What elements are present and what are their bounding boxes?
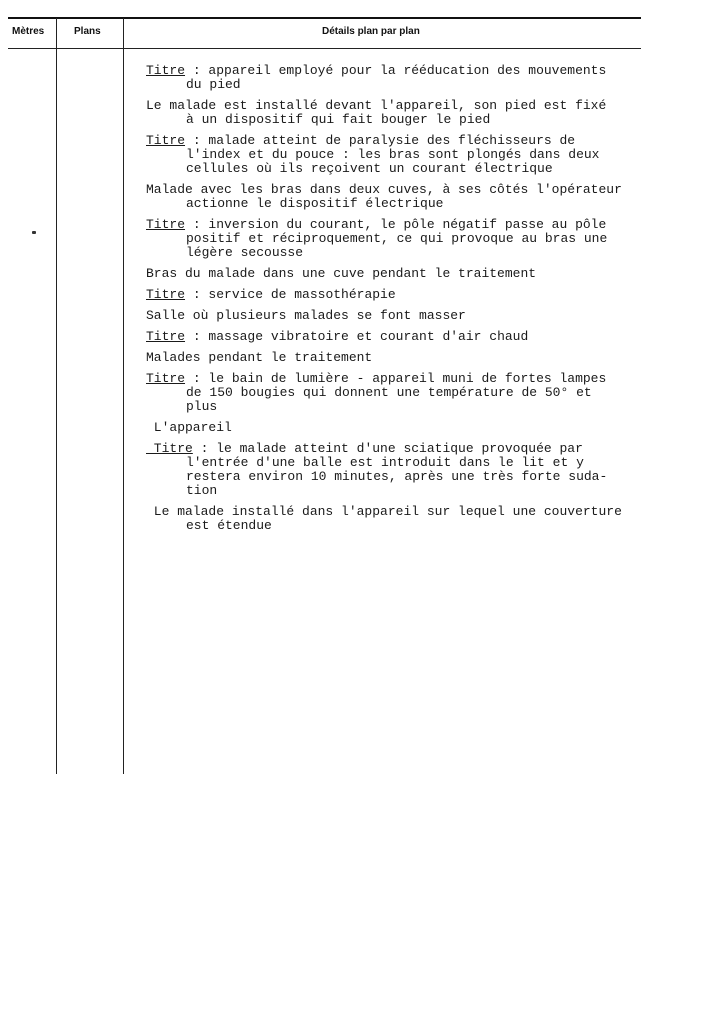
column-divider-1 bbox=[56, 18, 57, 774]
entry-line bbox=[146, 99, 666, 113]
entry-text: tion bbox=[186, 483, 218, 498]
entry-text: du pied bbox=[186, 77, 241, 92]
entry-line bbox=[146, 372, 666, 386]
description-entry bbox=[146, 421, 666, 435]
column-divider-2 bbox=[123, 18, 124, 774]
titre-label: Titre bbox=[146, 217, 186, 232]
entry-text: Malades pendant le traitement bbox=[146, 350, 373, 365]
description-entry bbox=[146, 505, 666, 533]
entry-line bbox=[146, 148, 666, 162]
entry-text: Salle où plusieurs malades se font masser bbox=[146, 308, 466, 323]
description-entry bbox=[146, 309, 666, 323]
entry-text: est étendue bbox=[186, 518, 272, 533]
ink-speck bbox=[32, 231, 36, 234]
title-entry bbox=[146, 288, 666, 302]
entry-text: : appareil employé pour la rééducation des mouvements bbox=[185, 63, 607, 78]
entry-text: positif et réciproquement, ce qui provoque au bras une bbox=[186, 231, 608, 246]
entry-line bbox=[146, 162, 666, 176]
entry-line bbox=[146, 113, 666, 127]
entry-line bbox=[146, 246, 666, 260]
title-entry bbox=[146, 330, 666, 344]
entry-line bbox=[146, 232, 666, 246]
titre-label: Titre bbox=[146, 133, 186, 148]
entry-line bbox=[146, 400, 666, 414]
entry-line bbox=[146, 421, 666, 435]
entry-line bbox=[146, 351, 666, 365]
entry-text: : malade atteint de paralysie des fléchisseurs de bbox=[185, 133, 576, 148]
entry-line bbox=[146, 309, 666, 323]
entry-text: : service de massothérapie bbox=[185, 287, 396, 302]
title-entry bbox=[146, 372, 666, 414]
entry-text: : le bain de lumière - appareil muni de fortes lampes bbox=[185, 371, 607, 386]
entry-line bbox=[146, 197, 666, 211]
header-plans: Plans bbox=[74, 26, 101, 37]
description-entry bbox=[146, 99, 666, 127]
title-entry bbox=[146, 442, 666, 498]
titre-label: Titre bbox=[146, 287, 186, 302]
header-metres: Mètres bbox=[12, 26, 45, 37]
entry-text: Bras du malade dans une cuve pendant le traitement bbox=[146, 266, 537, 281]
title-entry bbox=[146, 64, 666, 92]
header-details: Détails plan par plan bbox=[322, 26, 420, 37]
entry-line bbox=[146, 330, 666, 344]
entry-text: : massage vibratoire et courant d'air chaud bbox=[185, 329, 529, 344]
entry-text: l'entrée d'une balle est introduit dans le lit et y bbox=[186, 455, 584, 470]
titre-label: Titre bbox=[146, 441, 193, 456]
entry-line bbox=[146, 484, 666, 498]
entry-text: Malade avec les bras dans deux cuves, à ses côtés l'opérateur bbox=[146, 182, 622, 197]
entry-text: restera environ 10 minutes, après une très forte suda- bbox=[186, 469, 608, 484]
description-entry bbox=[146, 267, 666, 281]
titre-label: Titre bbox=[146, 329, 186, 344]
entry-line bbox=[146, 267, 666, 281]
entry-line bbox=[146, 519, 666, 533]
title-entry bbox=[146, 134, 666, 176]
entry-line bbox=[146, 288, 666, 302]
shot-details-list bbox=[146, 64, 666, 540]
entry-line bbox=[146, 470, 666, 484]
entry-line bbox=[146, 456, 666, 470]
entry-text: cellules où ils reçoivent un courant électrique bbox=[186, 161, 553, 176]
entry-line bbox=[146, 442, 666, 456]
entry-text: plus bbox=[186, 399, 218, 414]
entry-text: Le malade est installé devant l'appareil, son pied est fixé bbox=[146, 98, 607, 113]
entry-text: Le malade installé dans l'appareil sur lequel une couverture bbox=[146, 504, 622, 519]
entry-text: à un dispositif qui fait bouger le pied bbox=[186, 112, 491, 127]
entry-text: légère secousse bbox=[186, 245, 304, 260]
entry-line bbox=[146, 505, 666, 519]
description-entry bbox=[146, 183, 666, 211]
entry-line bbox=[146, 134, 666, 148]
entry-text: : inversion du courant, le pôle négatif passe au pôle bbox=[185, 217, 607, 232]
entry-text: l'index et du pouce : les bras sont plongés dans deux bbox=[186, 147, 600, 162]
titre-label: Titre bbox=[146, 63, 186, 78]
entry-text: actionne le dispositif électrique bbox=[186, 196, 444, 211]
entry-line bbox=[146, 64, 666, 78]
entry-text: : le malade atteint d'une sciatique provoquée par bbox=[192, 441, 583, 456]
entry-text: L'appareil bbox=[146, 420, 232, 435]
description-entry bbox=[146, 351, 666, 365]
entry-line bbox=[146, 183, 666, 197]
title-entry bbox=[146, 218, 666, 260]
entry-line bbox=[146, 386, 666, 400]
entry-text: de 150 bougies qui donnent une température de 50° et bbox=[186, 385, 592, 400]
titre-label: Titre bbox=[146, 371, 186, 386]
entry-line bbox=[146, 218, 666, 232]
entry-line bbox=[146, 78, 666, 92]
header-rule-bottom bbox=[8, 48, 641, 49]
header-rule-top bbox=[8, 17, 641, 19]
